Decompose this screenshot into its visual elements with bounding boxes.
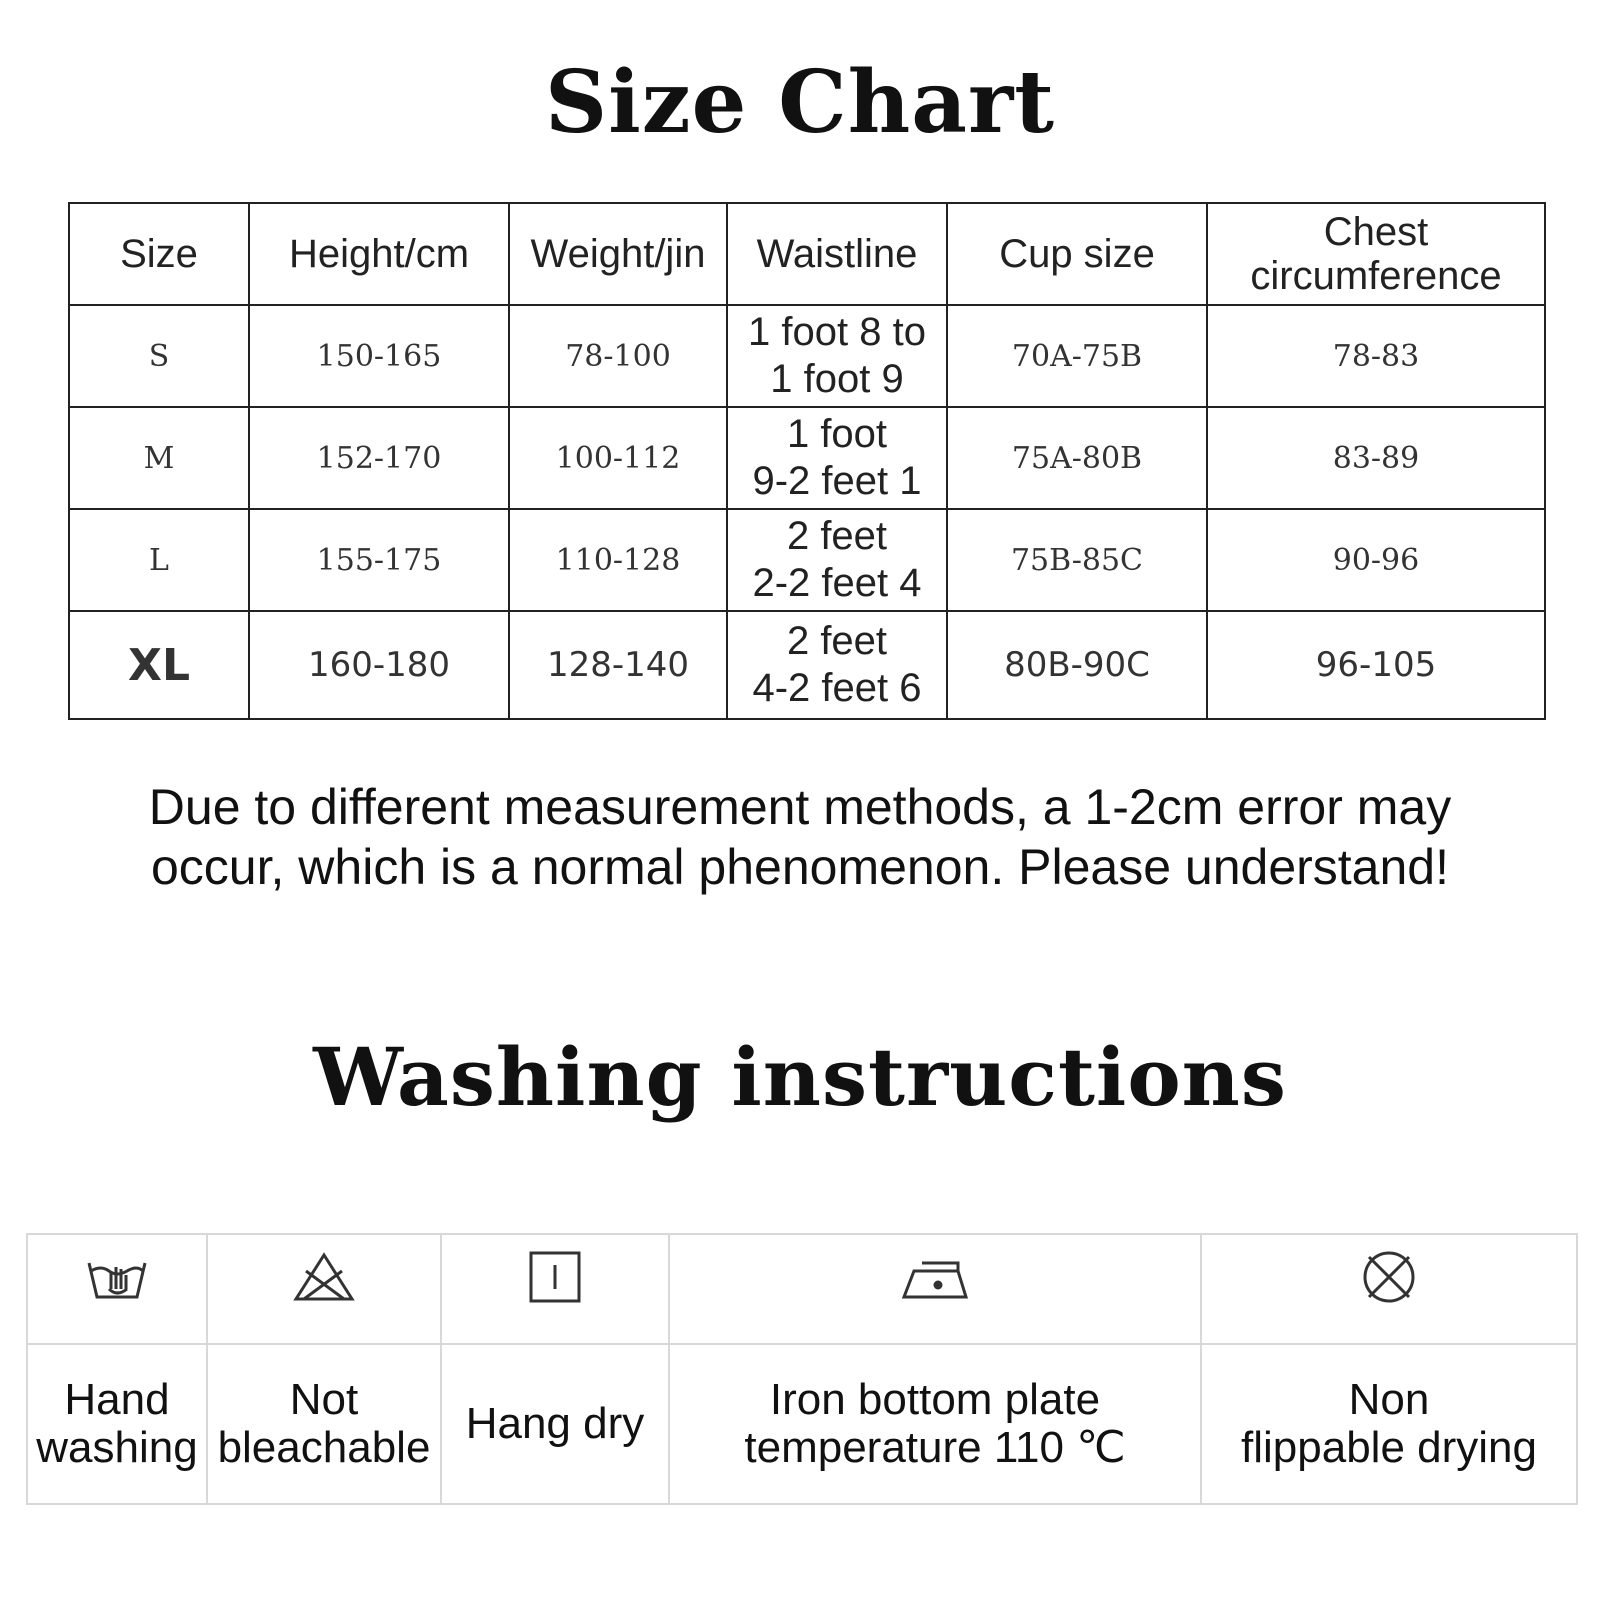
- non-flippable-drying-label: [1201, 1344, 1577, 1504]
- waistline-line: 1 foot 8 to: [748, 310, 926, 354]
- weight-cell: 78-100: [509, 305, 727, 407]
- hand-wash-icon: [27, 1234, 207, 1344]
- label-line: Non: [1348, 1375, 1430, 1424]
- measurement-note: [60, 777, 1540, 897]
- waistline-cell: [727, 305, 947, 407]
- cup-cell: 70A-75B: [947, 305, 1207, 407]
- weight-cell: 100-112: [509, 407, 727, 509]
- height-cell: 160-180: [249, 611, 509, 719]
- table-row: [69, 611, 1545, 719]
- washing-icon-row: [27, 1234, 1577, 1344]
- waistline-line: 4-2 feet 6: [752, 666, 922, 710]
- note-line: occur, which is a normal phenomenon. Please understand!: [151, 839, 1449, 895]
- label-line: bleachable: [217, 1423, 431, 1472]
- waistline-line: 9-2 feet 1: [752, 459, 922, 503]
- header-chest-circumference: Chest circumference: [1207, 203, 1545, 305]
- height-cell: 155-175: [249, 509, 509, 611]
- waistline-line: 1 foot 9: [770, 357, 904, 401]
- label-line: flippable drying: [1241, 1423, 1537, 1472]
- size-cell: L: [69, 509, 249, 611]
- table-row: [69, 407, 1545, 509]
- not-bleachable-label: [207, 1344, 441, 1504]
- hand-washing-label: [27, 1344, 207, 1504]
- label-line: Hand: [64, 1375, 170, 1424]
- iron-temperature-label: [669, 1344, 1201, 1504]
- no-bleach-icon: [207, 1234, 441, 1344]
- header-size: Size: [69, 203, 249, 305]
- header-waistline: Waistline: [727, 203, 947, 305]
- cup-cell: 80B-90C: [947, 611, 1207, 719]
- height-cell: 152-170: [249, 407, 509, 509]
- cup-cell: 75B-85C: [947, 509, 1207, 611]
- header-height: Height/cm: [249, 203, 509, 305]
- label-line: temperature 110 ℃: [744, 1423, 1126, 1472]
- waistline-line: 2 feet: [786, 514, 888, 558]
- size-chart-header-row: [69, 203, 1545, 305]
- label-line: Hang dry: [465, 1399, 645, 1448]
- size-chart-table: [68, 202, 1546, 720]
- size-cell: XL: [69, 611, 249, 719]
- chest-cell: 96-105: [1207, 611, 1545, 719]
- weight-cell: 128-140: [509, 611, 727, 719]
- chest-cell: 83-89: [1207, 407, 1545, 509]
- table-row: [69, 305, 1545, 407]
- cup-cell: 75A-80B: [947, 407, 1207, 509]
- washing-instructions-table: [26, 1233, 1578, 1505]
- table-row: [69, 509, 1545, 611]
- label-line: Iron bottom plate: [769, 1375, 1101, 1424]
- weight-cell: 110-128: [509, 509, 727, 611]
- waistline-cell: [727, 407, 947, 509]
- header-cup-size: Cup size: [947, 203, 1207, 305]
- chest-cell: 90-96: [1207, 509, 1545, 611]
- label-line: washing: [36, 1423, 198, 1472]
- hang-dry-icon: [441, 1234, 669, 1344]
- waistline-cell: [727, 611, 947, 719]
- hang-dry-label: [441, 1344, 669, 1504]
- note-line: Due to different measurement methods, a 1-2cm error may: [148, 779, 1452, 835]
- header-weight: Weight/jin: [509, 203, 727, 305]
- size-cell: S: [69, 305, 249, 407]
- no-tumble-dry-icon: [1201, 1234, 1577, 1344]
- waistline-line: 1 foot: [786, 412, 888, 456]
- size-chart-title: Size Chart: [544, 52, 1055, 153]
- washing-instructions-title: Washing instructions: [313, 1030, 1287, 1124]
- size-cell: M: [69, 407, 249, 509]
- label-line: Not: [289, 1375, 359, 1424]
- height-cell: 150-165: [249, 305, 509, 407]
- washing-label-row: [27, 1344, 1577, 1504]
- waistline-cell: [727, 509, 947, 611]
- waistline-line: 2 feet: [786, 619, 888, 663]
- iron-icon: [669, 1234, 1201, 1344]
- chest-cell: 78-83: [1207, 305, 1545, 407]
- waistline-line: 2-2 feet 4: [752, 561, 922, 605]
